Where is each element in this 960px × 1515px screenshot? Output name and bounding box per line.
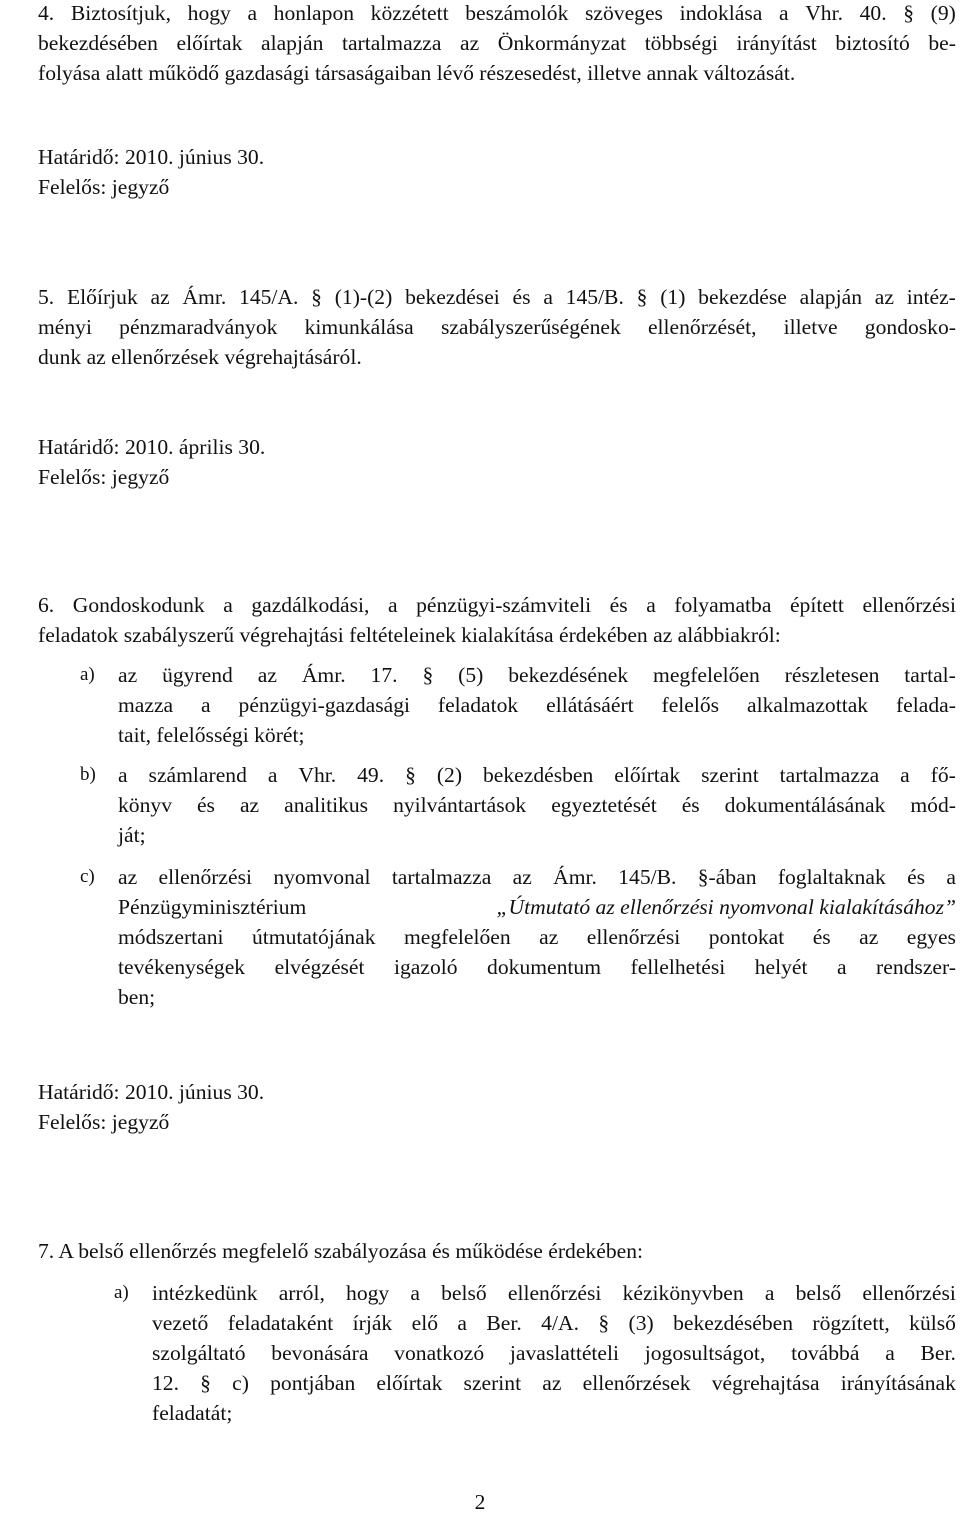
- subitem-line: feladatát;: [152, 1401, 233, 1425]
- item-6-paragraph: [38, 590, 956, 650]
- subitem-line: a számlarend a Vhr. 49. § (2) bekezdésben előírtak szerint tartalmazza a fő-: [118, 763, 956, 787]
- paragraph-line: dunk az ellenőrzések végrehajtásáról.: [38, 345, 362, 369]
- subitem-line: mazza a pénzügyi-gazdasági feladatok ellátásáért felelős alkalmazottak felada-: [118, 693, 956, 717]
- item-6-subitem-c: [80, 862, 956, 1012]
- list-marker: c): [80, 866, 95, 887]
- deadline: Határidő: 2010. április 30.: [38, 435, 266, 459]
- item-5-deadline-block: [38, 432, 956, 492]
- item-4-deadline-block: [38, 142, 956, 202]
- responsible: Felelős: jegyző: [38, 1110, 170, 1134]
- subitem-line: tait, felelősségi körét;: [118, 723, 305, 747]
- subitem-line-mixed: [118, 892, 956, 922]
- page-number: 2: [474, 1490, 486, 1514]
- guide-title: „Útmutató az ellenőrzési nyomvonal kialakításához”: [496, 895, 956, 919]
- subitem-line: szolgáltató bevonására vonatkozó javaslattételi jogosultságot, továbbá a Ber.: [152, 1341, 956, 1365]
- item-6-subitem-b: [80, 760, 956, 850]
- list-marker: a): [80, 664, 95, 685]
- deadline: Határidő: 2010. június 30.: [38, 145, 265, 169]
- paragraph-line: feladatok szabályszerű végrehajtási feltételeinek kialakítása érdekében az alábbiakról:: [38, 623, 781, 647]
- paragraph-line: ményi pénzmaradványok kimunkálása szabályszerűségének ellenőrzését, illetve gondosko-: [38, 315, 956, 339]
- paragraph-line: folyása alatt működő gazdasági társaságaiban lévő részesedést, illetve annak változását.: [38, 61, 796, 85]
- list-marker: a): [114, 1282, 129, 1303]
- item-6-deadline-block: [38, 1077, 956, 1137]
- subitem-line: ját;: [118, 823, 146, 847]
- item-7-subitem-a: [114, 1278, 956, 1428]
- item-4-paragraph: [38, 0, 956, 88]
- list-marker: b): [80, 764, 96, 785]
- paragraph-line: 4. Biztosítjuk, hogy a honlapon közzétett beszámolók szöveges indoklása a Vhr. 40. § (9): [38, 1, 956, 25]
- subitem-line: vezető feladataként írják elő a Ber. 4/A. § (3) bekezdésében rögzített, külső: [152, 1311, 956, 1335]
- item-5-paragraph: [38, 282, 956, 372]
- responsible: Felelős: jegyző: [38, 175, 170, 199]
- item-6-subitem-a: [80, 660, 956, 750]
- ministry-name: Pénzügyminisztérium: [118, 895, 307, 919]
- subitem-line: 12. § c) pontjában előírtak szerint az ellenőrzések végrehajtása irányításának: [152, 1371, 956, 1395]
- paragraph-line: 6. Gondoskodunk a gazdálkodási, a pénzügyi-számviteli és a folyamatba épített ellenőrzési: [38, 593, 956, 617]
- subitem-line: könyv és az analitikus nyilvántartások egyeztetését és dokumentálásának mód-: [118, 793, 956, 817]
- item-7-heading-block: [38, 1236, 956, 1266]
- subitem-line: ben;: [118, 985, 156, 1009]
- item-7-heading: 7. A belső ellenőrzés megfelelő szabályozása és működése érdekében:: [38, 1239, 643, 1263]
- subitem-line: az ügyrend az Ámr. 17. § (5) bekezdésének megfelelően részletesen tartal-: [118, 663, 956, 687]
- deadline: Határidő: 2010. június 30.: [38, 1080, 265, 1104]
- paragraph-line: 5. Előírjuk az Ámr. 145/A. § (1)-(2) bekezdései és a 145/B. § (1) bekezdése alapján az intéz-: [38, 285, 956, 309]
- paragraph-line: bekezdésében előírtak alapján tartalmazza az Önkormányzat többségi irányítást biztosító be-: [38, 31, 956, 55]
- subitem-line: intézkedünk arról, hogy a belső ellenőrzési kézikönyvben a belső ellenőrzési: [152, 1281, 956, 1305]
- responsible: Felelős: jegyző: [38, 465, 170, 489]
- subitem-line: módszertani útmutatójának megfelelően az ellenőrzési pontokat és az egyes: [118, 925, 956, 949]
- subitem-line: tevékenységek elvégzését igazoló dokumentum fellelhetési helyét a rendszer-: [118, 955, 956, 979]
- subitem-line: az ellenőrzési nyomvonal tartalmazza az Ámr. 145/B. §-ában foglaltaknak és a: [118, 865, 956, 889]
